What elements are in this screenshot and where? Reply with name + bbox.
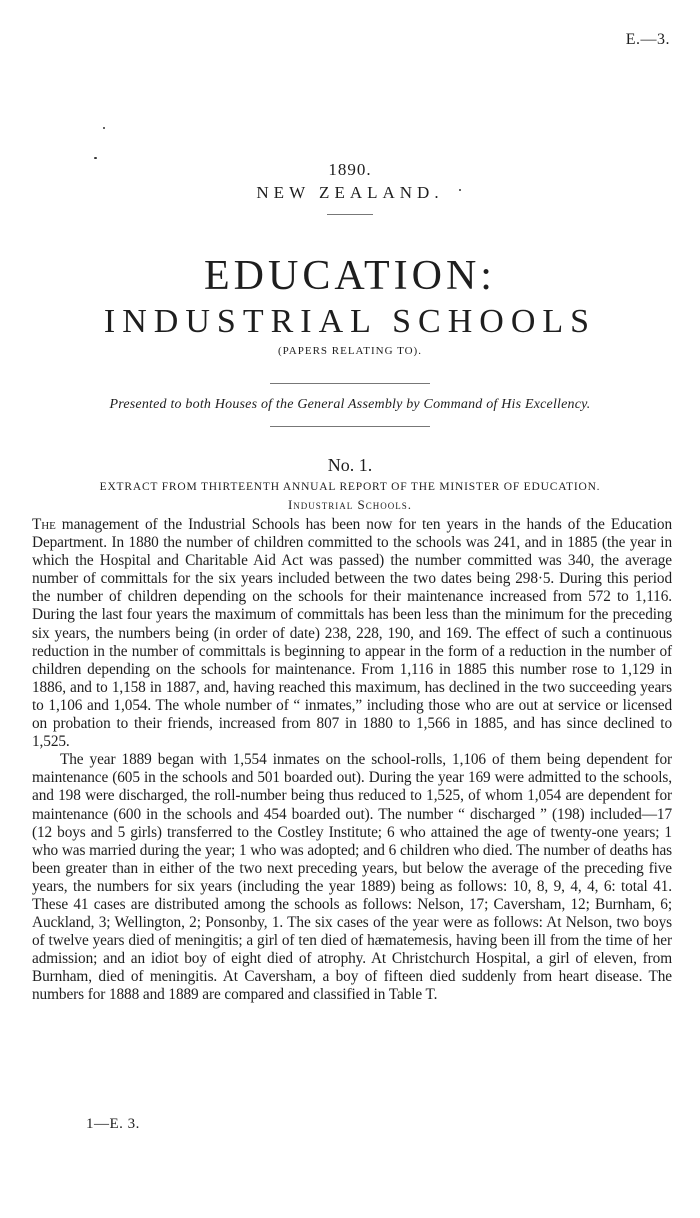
section-heading: Industrial Schools. [287,497,413,512]
document-subtitle: INDUSTRIAL SCHOOLS [103,303,597,340]
report-year: 1890. [328,160,372,179]
papers-note: (PAPERS RELATING TO). [278,345,422,357]
body-paragraph-1 [32,516,672,751]
paragraph-lead-word: The [32,516,56,533]
section-number: No. 1. [327,455,373,475]
page-footer-reference: 1—E. 3. [86,1116,140,1132]
body-paragraph-2: The year 1889 began with 1,554 inmates on the school-rolls, 1,106 of them being dependent for maintenance (605 in the schools and 501 boarded out). During the year 169 were admitted to the schools, and 198 were discharged, the roll-number being thus reduced to 1,525, of whom 1,054 are dependent for maintenance (600 in the schools and 454 boarded out). The number “ discharged ” (198) included—17 (12 boys and 5 girls) transferred to the Costley Institute; 6 who attained the age of twenty-one years; 1 who was married during the year; 1 who was adopted; and 6 children who died. The number of deaths has been greater than in either of the two next preceding years, but below the average of the preceding five years, the numbers for six years (including the year 1889) being as follows: 10, 8, 9, 4, 4, 6: total 41. These 41 cases are distributed among the schools as follows: Nelson, 17; Caversham, 12; Burnham, 6; Auckland, 3; Wellington, 2; Ponsonby, 1. The six cases of the year were as follows: At Nelson, two boys of twelve years died of meningitis; a girl of ten died of hæmatemesis, having been ill from the time of her admission; and an idiot boy of eight died of atrophy. At Christchurch Hospital, a girl of eleven, from Burnham, died of meningitis. At Caversham, a boy of fifteen died suddenly from heart disease. The numbers for 1888 and 1889 are compared and classified in Table T. [32,751,672,1004]
presented-divider-bottom [270,426,430,427]
print-speck-2 [94,157,97,159]
country-name: NEW ZEALAND. [256,183,444,202]
extract-heading: EXTRACT FROM THIRTEENTH ANNUAL REPORT OF THE MINISTER OF EDUCATION. [99,481,601,493]
document-title: EDUCATION: [204,253,496,299]
page-reference-header: E.—3. [625,31,670,48]
title-divider-short [327,214,373,215]
presented-statement: Presented to both Houses of the General Assembly by Command of His Excellency. [109,397,591,412]
paragraph-1-text: management of the Industrial Schools has been now for ten years in the hands of the Education Department. In 1880 the number of children committed to the schools was 241, and in 1885 (the year in which the Hospital and Charitable Aid Act was passed) the number committed was 340, the average number of committals for the six years included between the two dates being 298·5. During this period the number of children depending on the schools for their maintenance increased from 572 to 1,116. During the last four years the maximum of committals has been less than the minimum for the preceding six years, the numbers being (in order of date) 238, 228, 190, and 169. The effect of such a continuous reduction in the number of committals is beginning to appear in the form of a reduction in the number of children depending on the schools for maintenance. From 1,116 in 1885 this number rose to 1,129 in 1886, and to 1,158 in 1887, and, having reached this maximum, has declined in the two succeeding years to 1,106 and 1,054. The whole number of “ inmates,” including those who are out at service or licensed on probation to their friends, increased from 807 in 1880 to 1,566 in 1885, and has since declined to 1,525. [32,516,672,751]
print-speck-1 [103,127,105,129]
presented-divider-top [270,383,430,384]
report-body [32,516,672,1005]
